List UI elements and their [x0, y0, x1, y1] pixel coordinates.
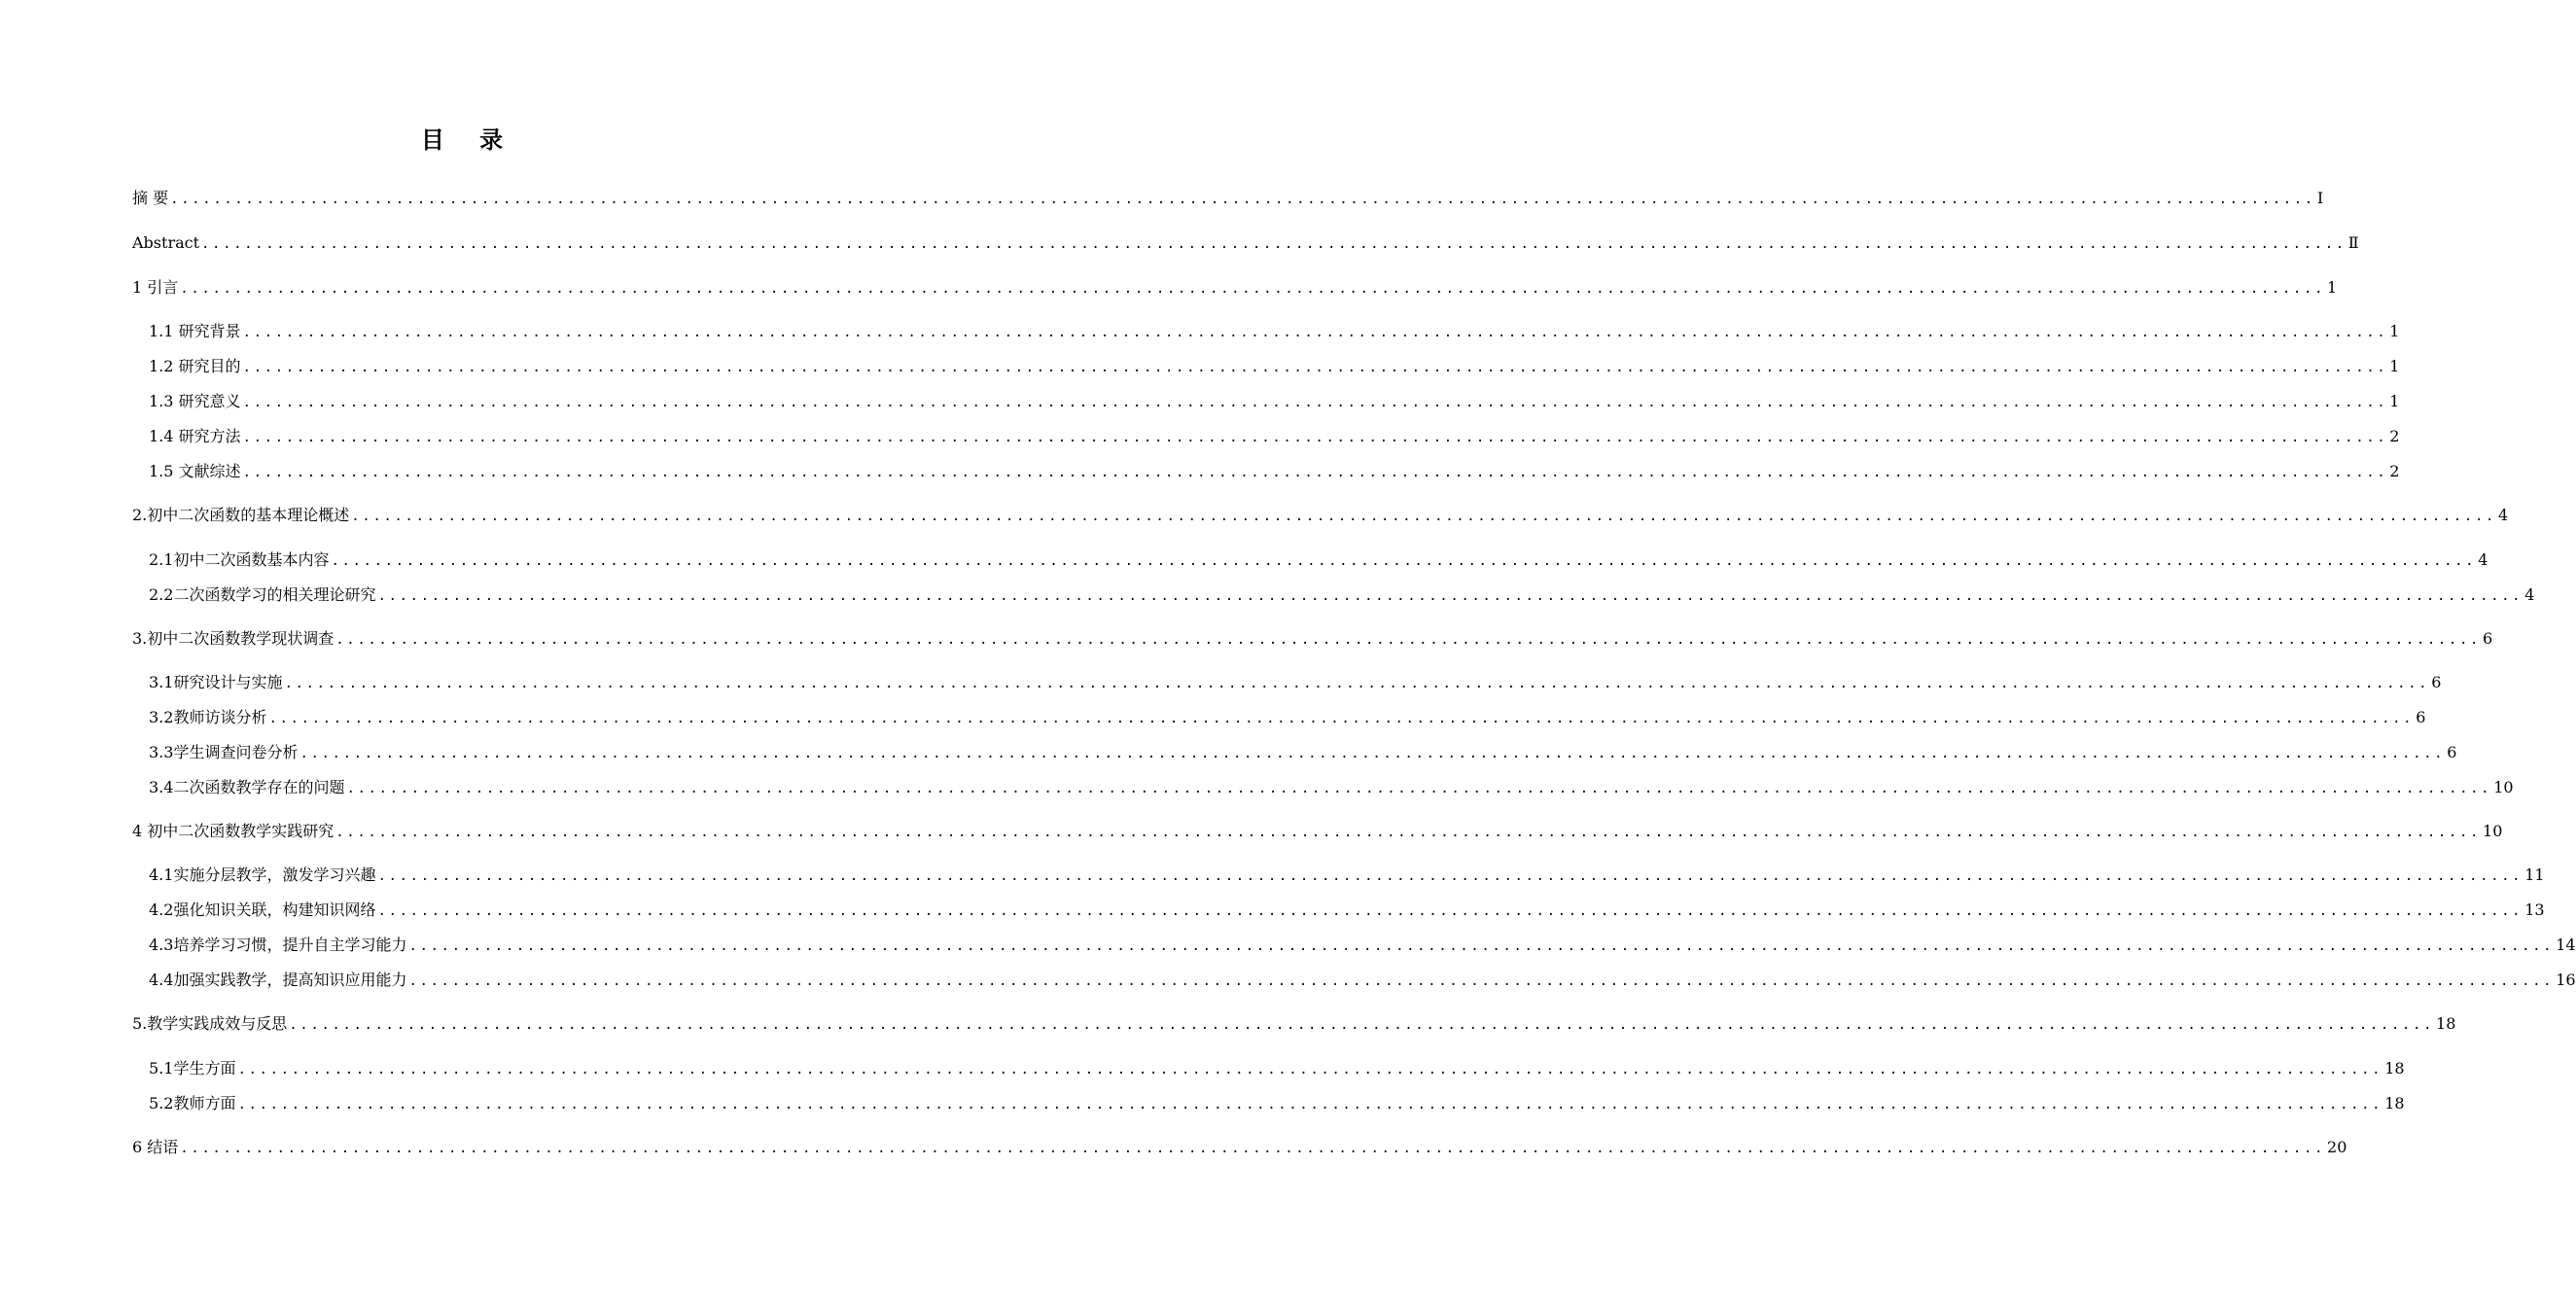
- toc-entry-page: 1: [2389, 322, 2400, 340]
- toc-entry-page: 6: [2447, 743, 2457, 761]
- toc-entry-label: 4.4加强实践教学，提高知识应用能力: [149, 971, 407, 989]
- leader-dots: ........................................................................................................................................................................................................: [242, 430, 2388, 445]
- toc-entry-page: 18: [2436, 1014, 2456, 1033]
- toc-entry-page: 18: [2384, 1094, 2405, 1113]
- toc-entry-page: 20: [2327, 1138, 2347, 1156]
- toc-entry[interactable]: [149, 932, 2576, 955]
- toc-entry[interactable]: [149, 897, 2545, 920]
- toc-entry[interactable]: [149, 318, 2400, 341]
- leader-dots: ........................................................................................................................................................................................................: [180, 1141, 2326, 1156]
- toc-entry-label: 1.2 研究目的: [149, 357, 241, 375]
- toc-entry-label: 6 结语: [132, 1138, 179, 1156]
- toc-entry-label: 1 引言: [132, 278, 179, 297]
- toc-entry[interactable]: [149, 458, 2400, 481]
- toc-entry[interactable]: [132, 230, 2359, 253]
- toc-entry-label: 3.1研究设计与实施: [149, 673, 283, 691]
- toc-entry[interactable]: [149, 967, 2576, 990]
- toc-entry-page: 2: [2389, 462, 2400, 480]
- leader-dots: ........................................................................................................................................................................................................: [300, 746, 2446, 761]
- leader-dots: ........................................................................................................................................................................................................: [242, 465, 2388, 480]
- toc-entry[interactable]: [132, 1134, 2347, 1157]
- toc-entry-page: Ⅰ: [2316, 189, 2324, 207]
- toc-entry[interactable]: [149, 353, 2400, 376]
- leader-dots: ........................................................................................................................................................................................................: [268, 711, 2415, 726]
- toc-entry-page: 13: [2524, 901, 2545, 919]
- toc-entry-page: 11: [2524, 865, 2545, 884]
- leader-dots: ........................................................................................................................................................................................................: [351, 509, 2497, 524]
- leader-dots: ........................................................................................................................................................................................................: [335, 632, 2482, 648]
- leader-dots: ........................................................................................................................................................................................................: [180, 281, 2326, 297]
- toc-entry-page: 4: [2498, 506, 2509, 524]
- toc-entry-label: 3.3学生调查问卷分析: [149, 743, 299, 761]
- leader-dots: ........................................................................................................................................................................................................: [335, 825, 2482, 840]
- leader-dots: ........................................................................................................................................................................................................: [377, 588, 2523, 604]
- toc-entry-label: 1.3 研究意义: [149, 392, 241, 410]
- leader-dots: ........................................................................................................................................................................................................: [289, 1017, 2435, 1033]
- toc-entry[interactable]: [132, 274, 2338, 298]
- toc-entry-label: 4.3培养学习习惯，提升自主学习能力: [149, 936, 407, 954]
- toc-entry[interactable]: [149, 774, 2514, 797]
- toc-entry-page: 18: [2384, 1059, 2405, 1077]
- toc-entry-label: 3.初中二次函数教学现状调查: [132, 629, 335, 648]
- leader-dots: ........................................................................................................................................................................................................: [408, 938, 2555, 954]
- leader-dots: ........................................................................................................................................................................................................: [331, 553, 2477, 569]
- toc-entry-page: 4: [2524, 585, 2535, 604]
- toc-entry-page: 10: [2483, 822, 2503, 840]
- toc-entry[interactable]: [132, 1010, 2456, 1034]
- toc-entry-label: 2.2二次函数学习的相关理论研究: [149, 585, 376, 604]
- toc-entry-label: 2.初中二次函数的基本理论概述: [132, 506, 350, 524]
- leader-dots: ........................................................................................................................................................................................................: [242, 360, 2388, 375]
- leader-dots: ........................................................................................................................................................................................................: [237, 1062, 2383, 1077]
- toc-entry-label: 5.2教师方面: [149, 1094, 236, 1113]
- toc-entry-label: 4 初中二次函数教学实践研究: [132, 822, 335, 840]
- toc-entry[interactable]: [149, 669, 2442, 692]
- toc-entry-page: 2: [2389, 427, 2400, 445]
- toc-entry[interactable]: [149, 423, 2400, 446]
- toc-entry-page: 6: [2416, 708, 2426, 726]
- leader-dots: ........................................................................................................................................................................................................: [408, 973, 2555, 989]
- toc-entry-page: 4: [2478, 550, 2488, 569]
- toc-entry-page: Ⅱ: [2347, 233, 2359, 252]
- toc-entry-label: 4.2强化知识关联，构建知识网络: [149, 901, 376, 919]
- toc-entry[interactable]: [132, 818, 2503, 841]
- toc-entry[interactable]: [149, 862, 2545, 885]
- toc-entry-label: 1.5 文献综述: [149, 462, 241, 480]
- leader-dots: ........................................................................................................................................................................................................: [237, 1097, 2383, 1113]
- toc-entry-label: 4.1实施分层教学，激发学习兴趣: [149, 865, 376, 884]
- toc-entry-page: 16: [2556, 971, 2576, 989]
- toc-entry-label: 5.教学实践成效与反思: [132, 1014, 288, 1033]
- toc-entry-label: 5.1学生方面: [149, 1059, 236, 1077]
- toc-entry-label: 2.1初中二次函数基本内容: [149, 550, 330, 569]
- leader-dots: ........................................................................................................................................................................................................: [377, 868, 2523, 884]
- toc-entry[interactable]: [132, 502, 2509, 525]
- toc-entry-page: 6: [2483, 629, 2493, 648]
- toc-entry-page: 10: [2493, 778, 2514, 796]
- leader-dots: ........................................................................................................................................................................................................: [242, 395, 2388, 410]
- toc-entry[interactable]: [149, 547, 2488, 570]
- leader-dots: ........................................................................................................................................................................................................: [346, 781, 2492, 796]
- page-title: 目 录: [420, 126, 517, 154]
- toc-entry-page: 1: [2389, 392, 2400, 410]
- toc-entry-page: 14: [2556, 936, 2576, 954]
- toc-entry-page: 6: [2431, 673, 2442, 691]
- toc-entry[interactable]: [149, 704, 2426, 727]
- toc-entry[interactable]: [149, 388, 2400, 411]
- toc-entry[interactable]: [132, 625, 2493, 649]
- toc-entry-label: 1.1 研究背景: [149, 322, 241, 340]
- toc-entry-label: 3.2教师访谈分析: [149, 708, 267, 726]
- leader-dots: ........................................................................................................................................................................................................: [201, 236, 2347, 252]
- toc-entry[interactable]: [132, 185, 2324, 208]
- leader-dots: ........................................................................................................................................................................................................: [170, 192, 2315, 207]
- toc-entry-page: 1: [2327, 278, 2338, 297]
- toc-entry[interactable]: [149, 739, 2457, 762]
- toc-entry-label: 1.4 研究方法: [149, 427, 241, 445]
- toc-entry-label: 3.4二次函数教学存在的问题: [149, 778, 345, 796]
- toc-entry[interactable]: [149, 1055, 2405, 1078]
- toc-entry-label: 摘 要: [132, 189, 169, 207]
- toc-entry-label: Abstract: [132, 233, 200, 252]
- toc-entry[interactable]: [149, 582, 2535, 605]
- toc-entry-page: 1: [2389, 357, 2400, 375]
- leader-dots: ........................................................................................................................................................................................................: [242, 325, 2388, 340]
- leader-dots: ........................................................................................................................................................................................................: [377, 903, 2523, 919]
- leader-dots: ........................................................................................................................................................................................................: [284, 676, 2430, 691]
- toc-entry[interactable]: [149, 1090, 2405, 1113]
